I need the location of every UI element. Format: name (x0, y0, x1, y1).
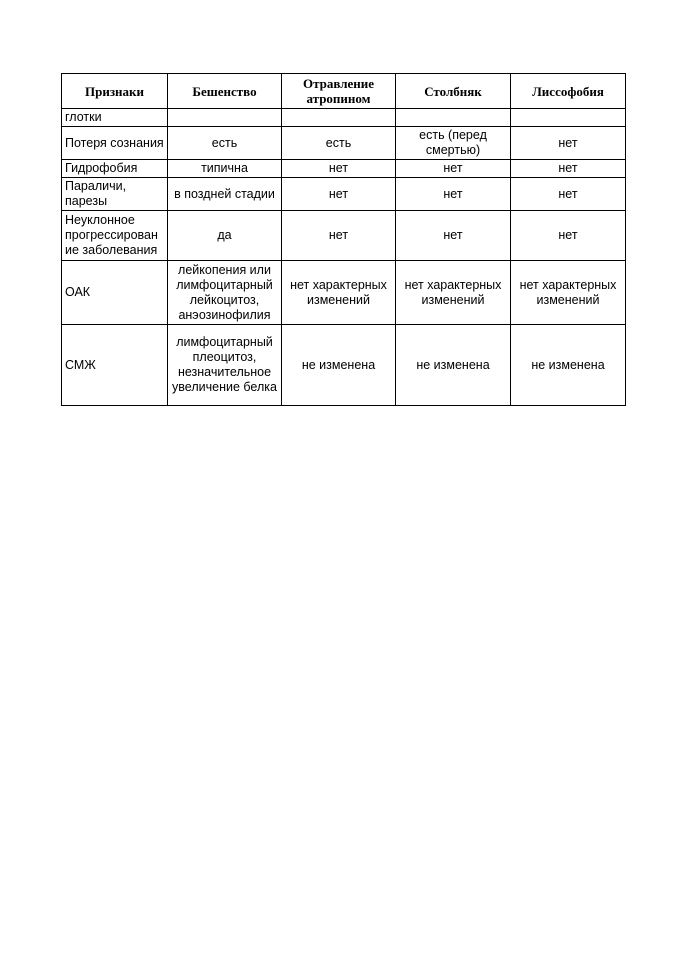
cell-atropine (282, 109, 396, 127)
cell-sign: глотки (62, 109, 168, 127)
cell-lyssophobia: нет (511, 211, 626, 261)
cell-atropine: нет (282, 178, 396, 211)
table-row (62, 178, 626, 211)
header-rabies: Бешенство (168, 74, 282, 109)
table-row (62, 261, 626, 325)
cell-lyssophobia (511, 109, 626, 127)
table-header-row (62, 74, 626, 109)
cell-atropine: нет (282, 160, 396, 178)
differential-diagnosis-table (61, 73, 626, 406)
cell-sign: Неуклонное прогрессирован ие заболевания (62, 211, 168, 261)
table-row (62, 325, 626, 406)
table-row (62, 160, 626, 178)
cell-sign: Параличи, парезы (62, 178, 168, 211)
cell-rabies: лимфоцитарный плеоцитоз, незначительное увеличение белка (168, 325, 282, 406)
cell-rabies (168, 109, 282, 127)
table-row (62, 109, 626, 127)
cell-tetanus: есть (перед смертью) (396, 127, 511, 160)
cell-tetanus: нет (396, 178, 511, 211)
cell-rabies: типична (168, 160, 282, 178)
header-signs: Признаки (62, 74, 168, 109)
cell-lyssophobia: нет характерных изменений (511, 261, 626, 325)
cell-tetanus (396, 109, 511, 127)
cell-tetanus: нет (396, 160, 511, 178)
cell-atropine: не изменена (282, 325, 396, 406)
cell-lyssophobia: нет (511, 127, 626, 160)
cell-lyssophobia: нет (511, 160, 626, 178)
cell-sign: Потеря сознания (62, 127, 168, 160)
cell-tetanus: нет (396, 211, 511, 261)
cell-atropine: есть (282, 127, 396, 160)
cell-atropine: нет характерных изменений (282, 261, 396, 325)
cell-lyssophobia: не изменена (511, 325, 626, 406)
cell-sign: СМЖ (62, 325, 168, 406)
header-tetanus: Столбняк (396, 74, 511, 109)
cell-atropine: нет (282, 211, 396, 261)
cell-lyssophobia: нет (511, 178, 626, 211)
table-row (62, 127, 626, 160)
cell-tetanus: не изменена (396, 325, 511, 406)
cell-rabies: да (168, 211, 282, 261)
cell-tetanus: нет характерных изменений (396, 261, 511, 325)
table-row (62, 211, 626, 261)
cell-rabies: в поздней стадии (168, 178, 282, 211)
cell-rabies: лейкопения или лимфоцитарный лейкоцитоз, анэозинофилия (168, 261, 282, 325)
cell-rabies: есть (168, 127, 282, 160)
cell-sign: ОАК (62, 261, 168, 325)
header-lyssophobia: Лиссофобия (511, 74, 626, 109)
cell-sign: Гидрофобия (62, 160, 168, 178)
header-atropine-poisoning: Отравление атропином (282, 74, 396, 109)
